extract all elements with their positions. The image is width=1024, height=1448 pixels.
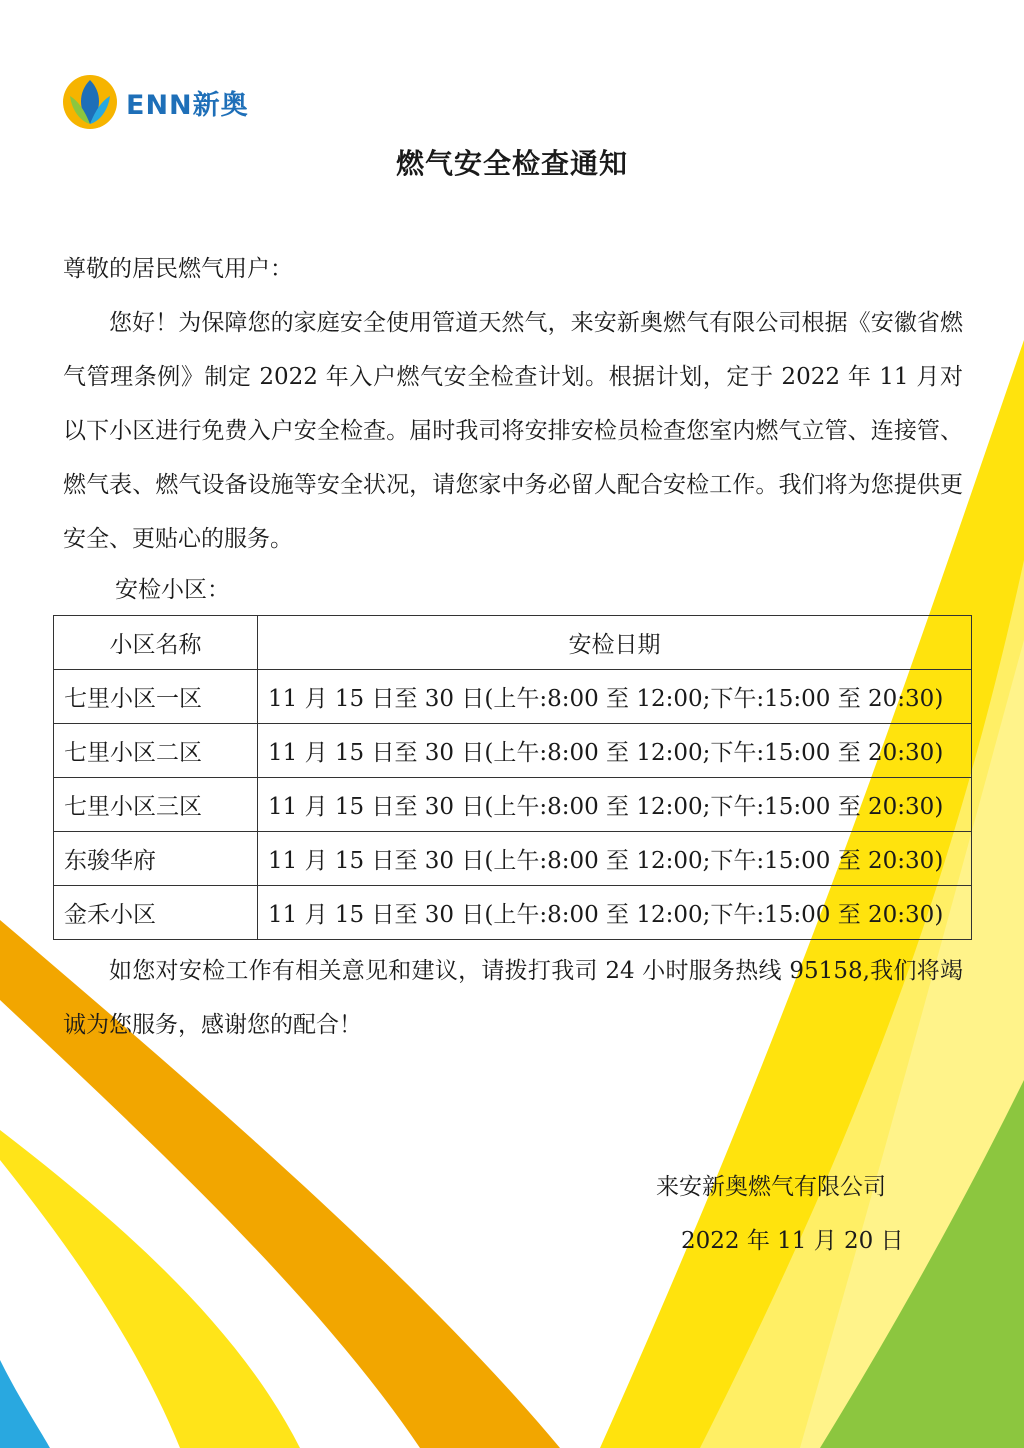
notice-title: 燃气安全检查通知 [395, 147, 628, 180]
column-header-community: 小区名称 [54, 616, 258, 670]
inspection-date: 11 月 15 日至 30 日(上午:8:00 至 12:00;下午:15:00 至 20:30) [258, 832, 972, 886]
inspection-date: 11 月 15 日至 30 日(上午:8:00 至 12:00;下午:15:00 至 20:30) [258, 724, 972, 778]
community-name: 七里小区一区 [54, 670, 258, 724]
inspection-date: 11 月 15 日至 30 日(上午:8:00 至 12:00;下午:15:00 至 20:30) [258, 886, 972, 940]
table-header-row [54, 616, 972, 670]
table-row [54, 886, 972, 940]
inspection-schedule-table [53, 615, 972, 940]
community-name: 七里小区三区 [54, 778, 258, 832]
inspection-date: 11 月 15 日至 30 日(上午:8:00 至 12:00;下午:15:00 至 20:30) [258, 778, 972, 832]
greeting: 尊敬的居民燃气用户： [63, 256, 293, 282]
community-name: 七里小区二区 [54, 724, 258, 778]
table-row [54, 832, 972, 886]
table-row [54, 724, 972, 778]
company-logo [62, 74, 249, 130]
notice-body: 您好！为保障您的家庭安全使用管道天然气，来安新奥燃气有限公司根据《安徽省燃气管理条例》制定 2022 年入户燃气安全检查计划。根据计划，定于 2022 年 11 月对以下小区进行免费入户安全检查。届时我司将安排安检员检查您室内燃气立管、连接管、燃气表、燃气设备设施等安全状况，请您家中务必留人配合安检工作。我们将为您提供更安全、更贴心的服务。 [63, 310, 963, 552]
community-name: 金禾小区 [54, 886, 258, 940]
closing-paragraph: 如您对安检工作有相关意见和建议，请拨打我司 24 小时服务热线 95158,我们将竭诚为您服务，感谢您的配合！ [63, 958, 963, 1038]
inspection-date: 11 月 15 日至 30 日(上午:8:00 至 12:00;下午:15:00 至 20:30) [258, 670, 972, 724]
column-header-date: 安检日期 [258, 616, 972, 670]
signature-date: 2022 年 11 月 20 日 [681, 1228, 904, 1254]
blue-swoosh [0, 1360, 50, 1448]
signature-company: 来安新奥燃气有限公司 [656, 1174, 886, 1200]
area-label: 安检小区： [115, 577, 230, 603]
table-row [54, 670, 972, 724]
lotus-logo-icon [62, 74, 118, 130]
community-name: 东骏华府 [54, 832, 258, 886]
logo-text: ENN新奥 [126, 89, 249, 121]
table-row [54, 778, 972, 832]
